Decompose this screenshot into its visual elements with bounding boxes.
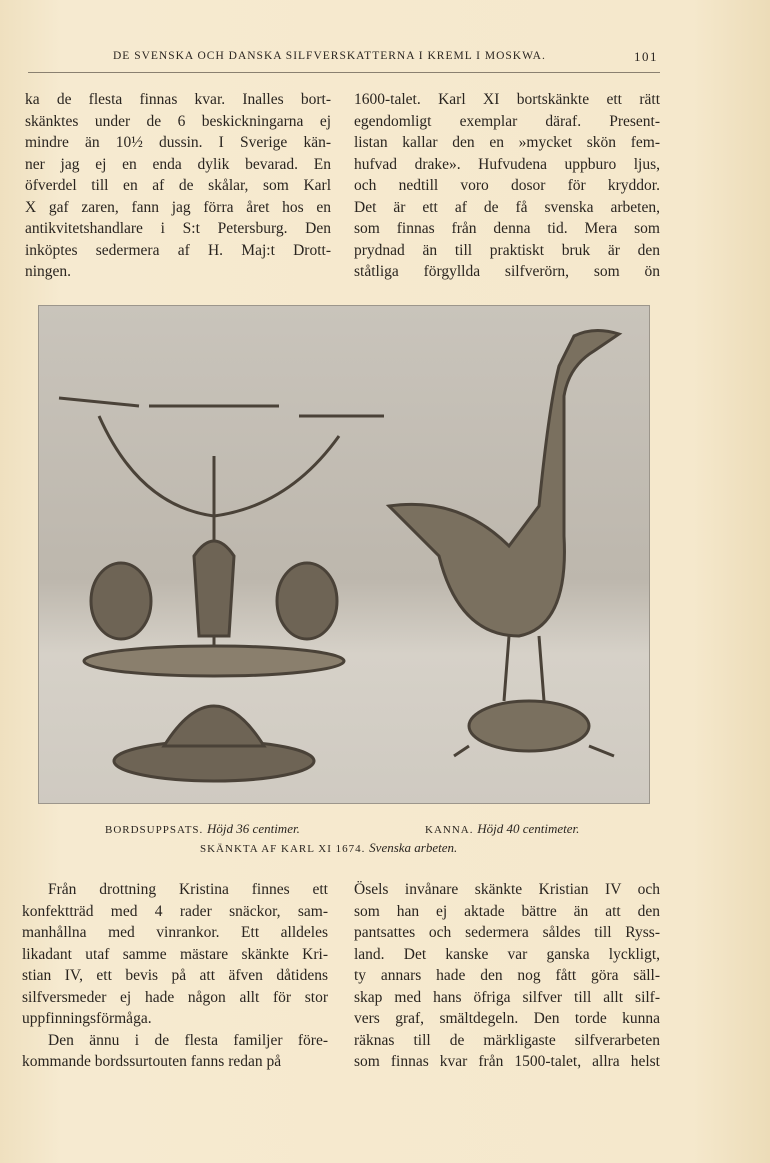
text-line: och nedtill voro dosor för kryddor. bbox=[354, 177, 660, 194]
text-line: räknas till de märkligaste silfverarbeten bbox=[354, 1031, 660, 1049]
bird-ewer-illustration bbox=[389, 330, 619, 756]
text-line: silfversmeder ej hade någon allt för stor bbox=[22, 988, 328, 1006]
text-line: inköptes sedermera af H. Maj:t Drott- bbox=[25, 241, 331, 259]
text-line: ningen. bbox=[25, 263, 72, 280]
text-line: X gaf zaren, fann jag förra året hos en bbox=[25, 198, 331, 216]
text-line: mindre än 10½ dussin. I Sverige kän- bbox=[25, 134, 331, 151]
text-line: kommande bordssurtouten fanns redan på bbox=[22, 1053, 282, 1070]
caption-left-label: BORDSUPPSATS. bbox=[105, 824, 204, 836]
text-line: ståtliga förgyllda silfverörn, som ön bbox=[354, 263, 660, 280]
header-rule bbox=[28, 72, 660, 73]
caption-line2-label: SKÄNKTA AF KARL XI 1674. bbox=[200, 843, 366, 855]
header-title: DE SVENSKA OCH DANSKA SILFVERSKATTERNA I KREML I MOSKWA. bbox=[113, 50, 546, 62]
text-line: ka de flesta finnas kvar. Inalles bort- bbox=[25, 91, 331, 108]
photograph-silver-objects bbox=[38, 305, 650, 804]
caption-line-2 bbox=[200, 840, 457, 856]
text-line: pantsattes och sedermera såldes till Ryss- bbox=[354, 924, 660, 941]
text-column-top-right bbox=[354, 89, 660, 283]
text-line: land. Det kanske var ganska lyckligt, bbox=[354, 945, 660, 963]
text-line: Det är ett af de få svenska arbeten, bbox=[354, 198, 660, 216]
text-line: vers graf, smältdegeln. Den torde kunna bbox=[354, 1010, 660, 1027]
text-line: Ösels invånare skänkte Kristian IV och bbox=[354, 881, 660, 898]
text-line: uppfinningsförmåga. bbox=[22, 1010, 152, 1027]
caption-left-height: Höjd 36 centimer. bbox=[207, 821, 300, 836]
text-line: 1600-talet. Karl XI bortskänkte ett rätt bbox=[354, 91, 660, 108]
text-line: manhållna med vinrankor. Ett alldeles bbox=[22, 924, 328, 941]
text-line: egendomligt exemplar däraf. Present- bbox=[354, 112, 660, 130]
text-line: ner jag ej en enda dylik bevarad. En bbox=[25, 155, 331, 173]
text-line: Den ännu i de flesta familjer före- bbox=[48, 1031, 328, 1049]
text-line: som han ej aktade bättre än att den bbox=[354, 902, 660, 920]
caption-right-label: KANNA. bbox=[425, 824, 474, 836]
text-line: prydnad än till praktiskt bruk är den bbox=[354, 241, 660, 259]
text-line: skap med hans öfriga silfver till allt silf- bbox=[354, 988, 660, 1006]
candelabrum-illustration bbox=[59, 398, 384, 781]
text-column-bottom-left bbox=[22, 879, 328, 1073]
text-column-bottom-right bbox=[354, 879, 660, 1073]
text-line: ty annars hade den nog fått göra säll- bbox=[354, 967, 660, 984]
text-line: öfverdel till en af de skålar, som Karl bbox=[25, 177, 331, 194]
text-line: stian IV, ett bevis på att äfven dåtidens bbox=[22, 967, 328, 984]
text-line: skänktes under de 6 beskickningarna ej bbox=[25, 112, 331, 130]
page-number: 101 bbox=[634, 49, 658, 64]
caption-right bbox=[425, 821, 579, 837]
text-line: likadant utaf samme mästare skänkte Kri- bbox=[22, 945, 328, 963]
text-line: hufvad drake». Hufvudena uppburo ljus, bbox=[354, 155, 660, 173]
text-line: konfektträd med 4 rader snäckor, sam- bbox=[22, 902, 328, 920]
text-column-top-left bbox=[25, 89, 331, 283]
caption-right-height: Höjd 40 centimeter. bbox=[477, 821, 580, 836]
caption-line-1 bbox=[105, 821, 300, 837]
text-line: som finnas från denna tid. Mera som bbox=[354, 220, 660, 237]
text-line: antikvitetshandlare i S:t Petersburg. Den bbox=[25, 220, 331, 237]
text-line: Från drottning Kristina finnes ett bbox=[48, 881, 328, 898]
text-line: som finnas kvar från 1500-talet, allra helst bbox=[354, 1053, 660, 1070]
caption-line2-italic: Svenska arbeten. bbox=[369, 840, 458, 855]
text-line: listan kallar den en »mycket skön fem- bbox=[354, 134, 660, 151]
